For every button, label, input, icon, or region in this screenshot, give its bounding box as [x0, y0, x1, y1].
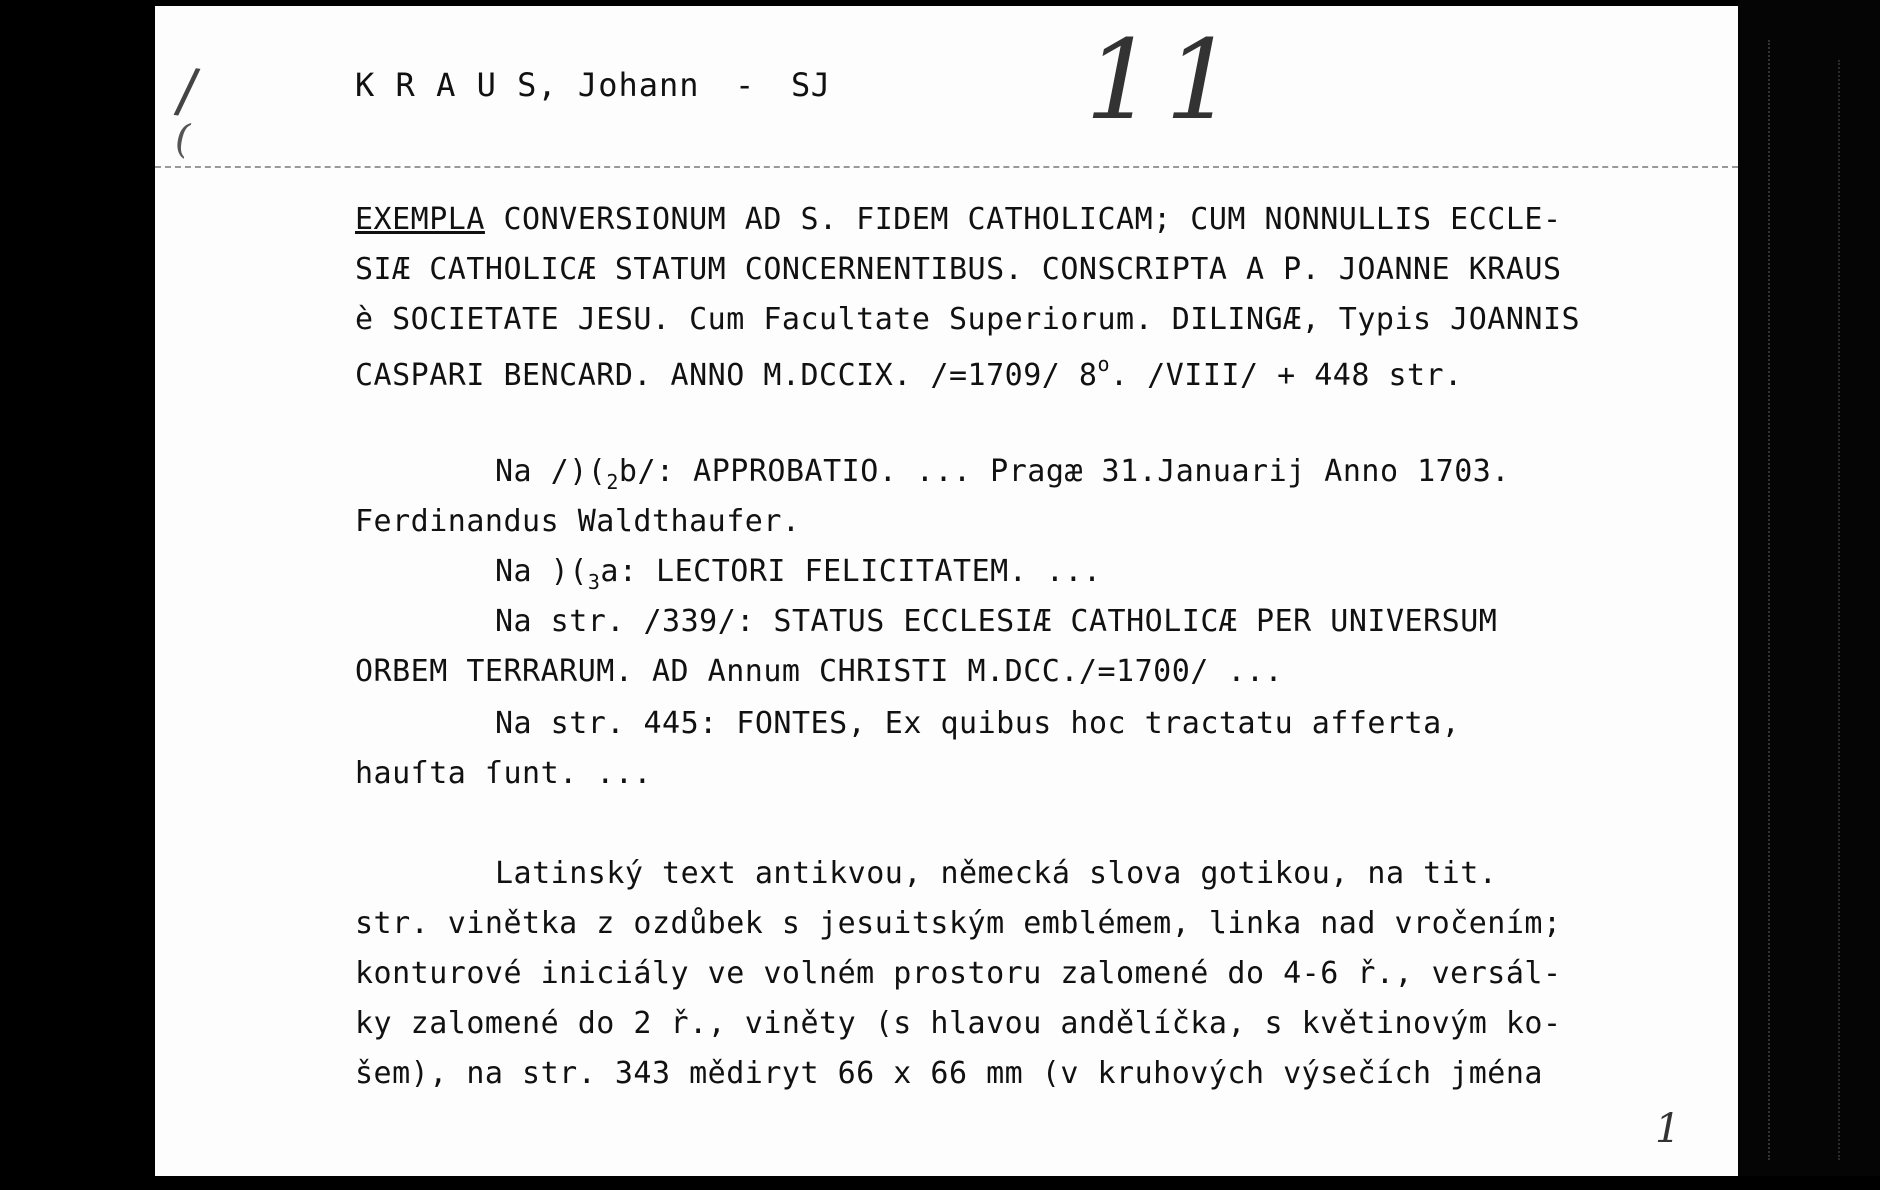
title-line-2: SIÆ CATHOLICÆ STATUM CONCERNENTIBUS. CONSCRIPTA A P. JOANNE KRAUS	[355, 252, 1562, 287]
collation-text: . /VIII/ + 448 str.	[1110, 358, 1463, 393]
title-line-1-rest: CONVERSIONUM AD S. FIDEM CATHOLICAM; CUM NONNULLIS ECCLE-	[484, 202, 1562, 237]
author-name: K R A U S, Johann	[355, 66, 700, 104]
note-fontes: Na str. 445: FONTES, Ex quibus hoc tractatu afferta,	[495, 706, 1461, 741]
note-status: Na str. /339/: STATUS ECCLESIÆ CATHOLICÆ PER UNIVERSUM	[495, 604, 1498, 639]
note-status-cont: ORBEM TERRARUM. AD Annum CHRISTI M.DCC./=1700/ ...	[355, 654, 1284, 689]
description-line-2: str. vinětka z ozdůbek s jesuitským emblémem, linka nad vročením;	[355, 906, 1562, 941]
description-line-5: šem), na str. 343 mědiryt 66 x 66 mm (v kruhových výsečích jména	[355, 1056, 1543, 1091]
margin-pencil-mark-2: (	[170, 114, 196, 164]
catalog-card	[155, 6, 1738, 1176]
note-fontes-cont: hauſta ſunt. ...	[355, 756, 652, 791]
format-superscript: o	[1097, 352, 1111, 376]
margin-pencil-mark: /	[172, 54, 202, 128]
note-approbatio-ref: Na /)(	[495, 454, 607, 489]
header-separator: -	[735, 66, 755, 104]
note-approbatio-text: b/: APPROBATIO. ... Pragæ 31.Januarij Anno 1703.	[618, 454, 1510, 489]
description-line-1: Latinský text antikvou, německá slova gotikou, na tit.	[495, 856, 1498, 891]
scan-noise	[1768, 40, 1776, 1160]
title-line-4	[355, 352, 1463, 393]
note-lectori-sub: 3	[587, 570, 601, 594]
description-line-3: konturové iniciály ve volném prostoru zalomené do 4-6 ř., versál-	[355, 956, 1562, 991]
header-divider	[155, 166, 1738, 168]
note-approbatio	[495, 454, 1510, 494]
note-approbatio-sub: 2	[606, 470, 619, 494]
note-lectori-text: a: LECTORI FELICITATEM. ...	[600, 554, 1102, 589]
imprint-text: CASPARI BENCARD. ANNO M.DCCIX. /=1709/ 8	[355, 358, 1098, 393]
title-first-word: EXEMPLA	[355, 202, 485, 237]
scan-border-bottom	[0, 1176, 1880, 1190]
scan-noise-2	[1838, 60, 1846, 1160]
handwritten-number: 11	[1085, 16, 1245, 144]
description-line-4: ky zalomené do 2 ř., viněty (s hlavou andělíčka, s květinovým ko-	[355, 1006, 1562, 1041]
note-approbatio-cont: Ferdinandus Waldthaufer.	[355, 504, 801, 539]
note-lectori	[495, 554, 1102, 594]
note-lectori-ref: Na )(	[495, 554, 588, 589]
scan-border-right	[1738, 0, 1880, 1190]
order-abbreviation: SJ	[791, 66, 831, 104]
handwritten-page-number: 1	[1655, 1106, 1681, 1152]
title-line-3: è SOCIETATE JESU. Cum Facultate Superiorum. DILINGÆ, Typis JOANNIS	[355, 302, 1581, 337]
title-line-1	[355, 202, 1562, 237]
